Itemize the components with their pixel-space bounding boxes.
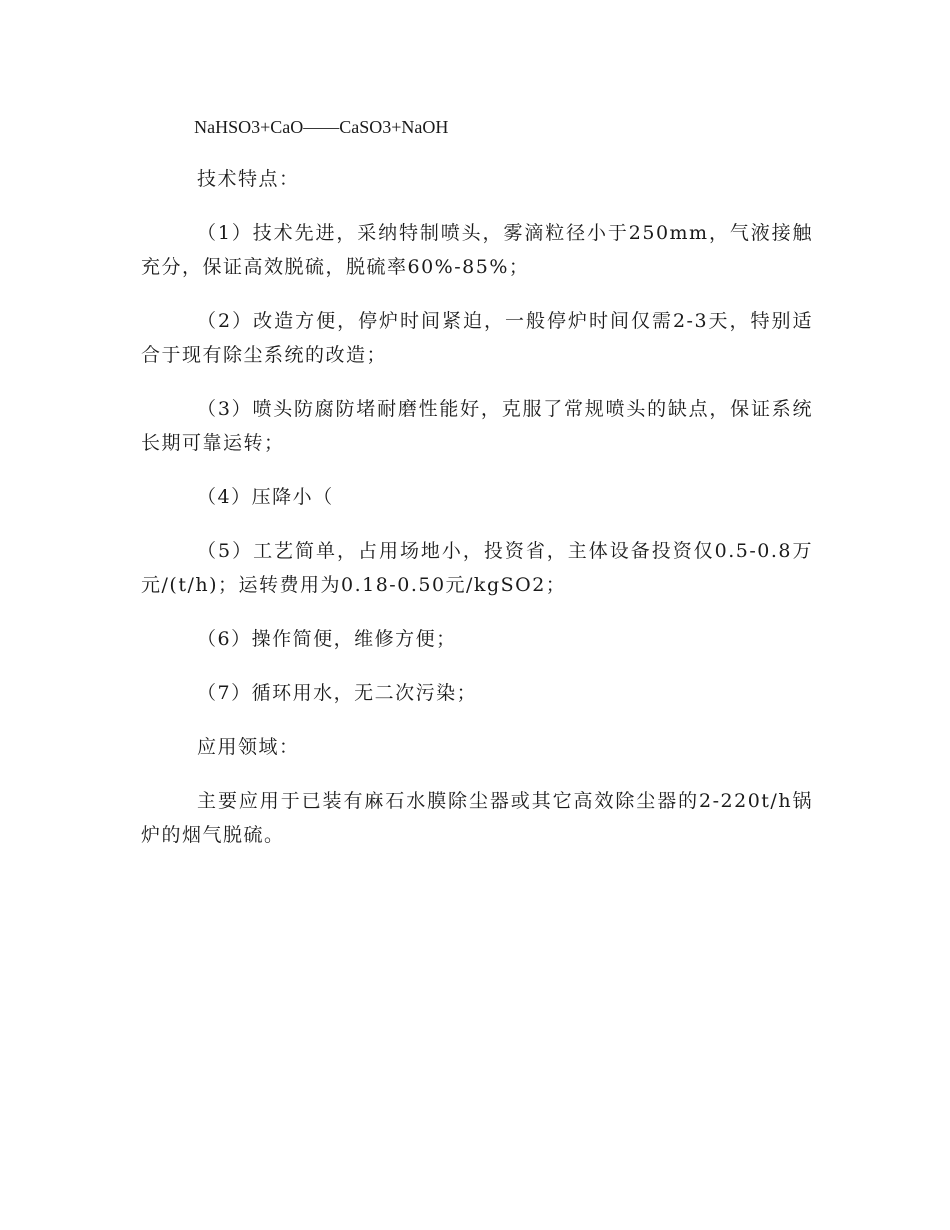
application-heading: 应用领域：: [197, 736, 300, 758]
chemical-formula: NaHSO3+CaO——CaSO3+NaOH: [194, 117, 449, 137]
feature-item-1: （1）技术先进，采纳特制喷头，雾滴粒径小于250mm，气液接触充分，保证高效脱硫，脱硫率60%-85%；: [141, 222, 813, 278]
feature-item-4: （4）压降小（: [197, 486, 334, 508]
feature-item-5: （5）工艺简单，占用场地小，投资省，主体设备投资仅0.5-0.8万元/(t/h)；运转费用为0.18-0.50元/kgSO2；: [141, 540, 813, 596]
tech-features-heading: 技术特点：: [197, 168, 300, 190]
feature-item-6: （6）操作简便，维修方便；: [197, 628, 457, 650]
feature-item-3: （3）喷头防腐防堵耐磨性能好，克服了常规喷头的缺点，保证系统长期可靠运转；: [141, 398, 813, 454]
feature-item-2: （2）改造方便，停炉时间紧迫，一般停炉时间仅需2-3天，特别适合于现有除尘系统的改造；: [141, 310, 813, 366]
feature-item-7: （7）循环用水，无二次污染；: [197, 682, 478, 704]
document-body: [141, 110, 813, 872]
application-text: 主要应用于已装有麻石水膜除尘器或其它高效除尘器的2-220t/h锅炉的烟气脱硫。: [141, 790, 813, 846]
